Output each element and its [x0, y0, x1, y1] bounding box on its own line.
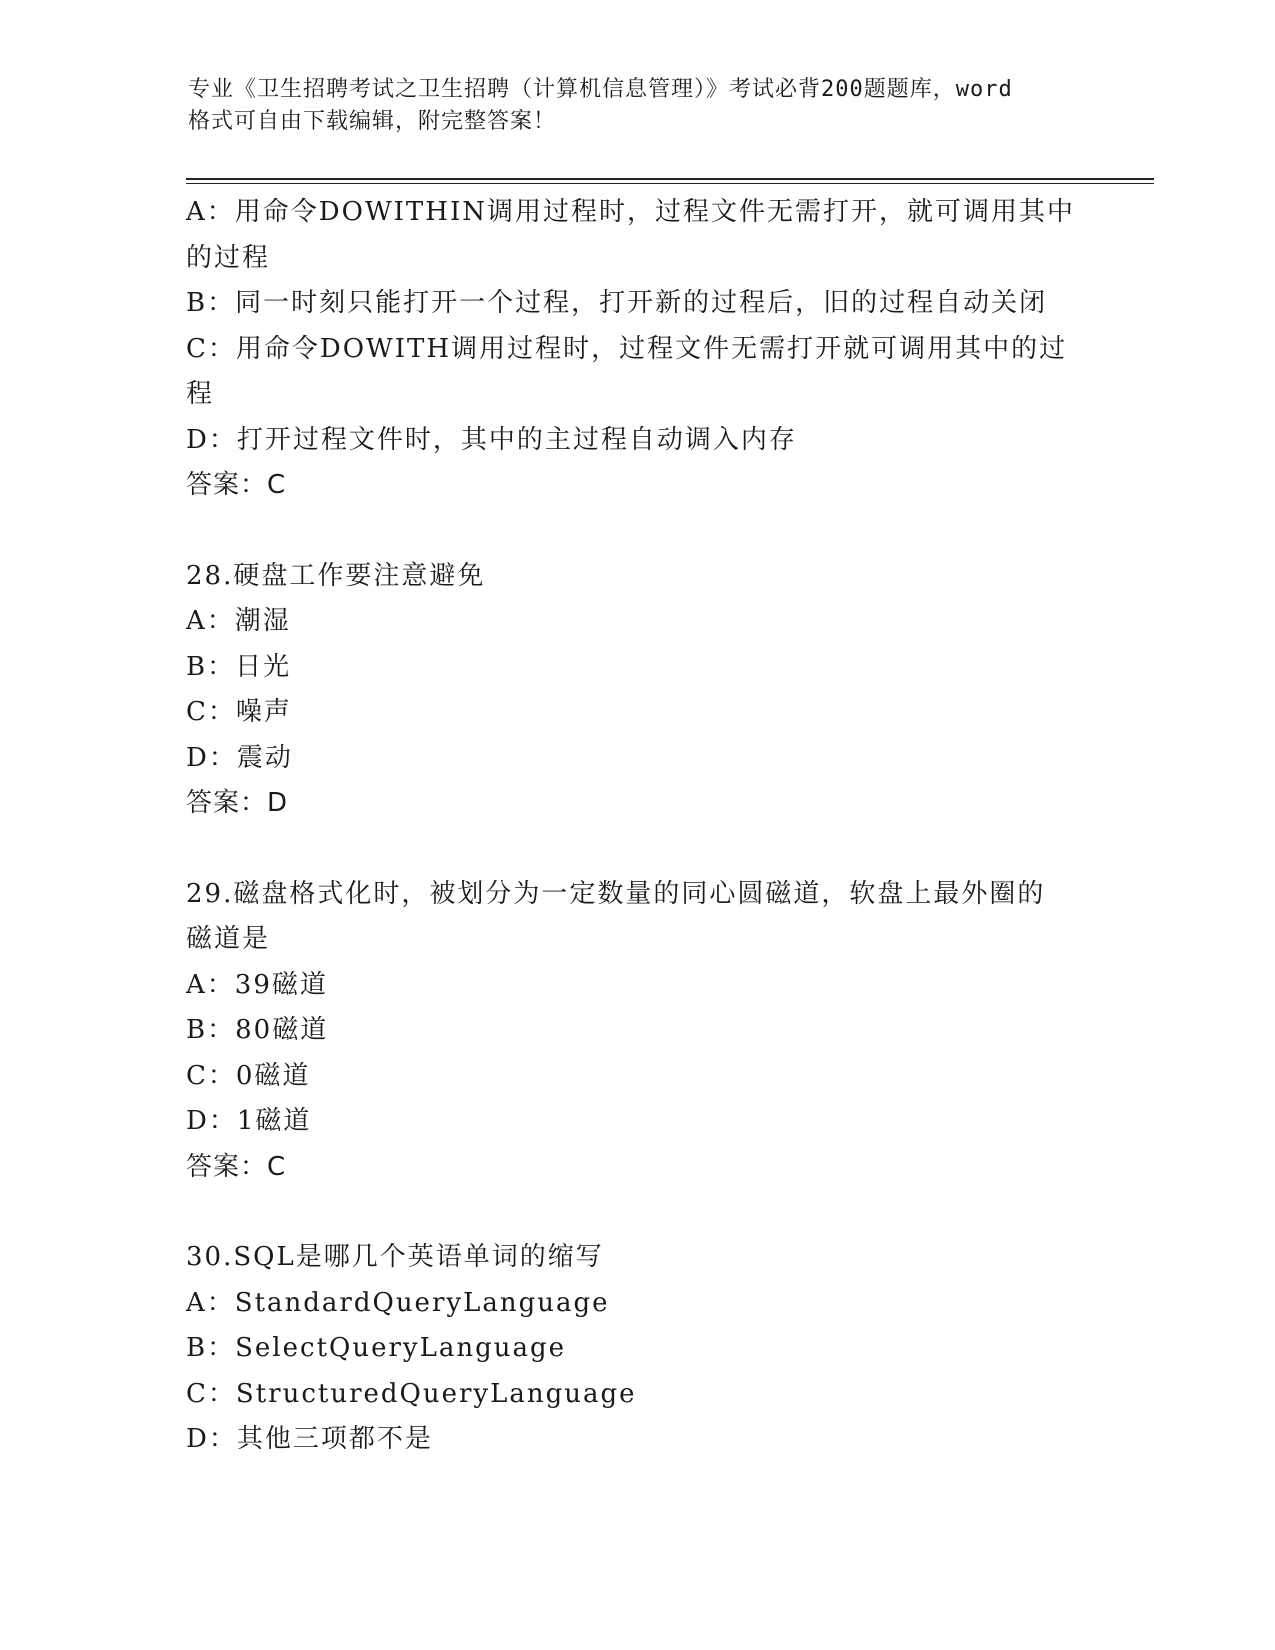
option-c: C：用命令DOWITH调用过程时，过程文件无需打开就可调用其中的过	[186, 333, 1068, 364]
option-d: D：打开过程文件时，其中的主过程自动调入内存	[186, 424, 797, 455]
option-b: B：同一时刻只能打开一个过程，打开新的过程后，旧的过程自动关闭	[186, 288, 1048, 318]
question-block-30	[186, 1235, 1086, 1463]
question-stem: 28.硬盘工作要注意避免	[186, 560, 486, 591]
option-a: A：39磁道	[186, 969, 328, 1000]
option-b: B：SelectQueryLanguage	[186, 1333, 567, 1363]
option-c: C：StructuredQueryLanguage	[186, 1378, 637, 1409]
question-stem: 30.SQL是哪几个英语单词的缩写	[186, 1242, 604, 1272]
header-title-line-1: 专业《卫生招聘考试之卫生招聘（计算机信息管理）》考试必背200题题库，word	[188, 77, 1013, 102]
spacer	[186, 1190, 1086, 1235]
answer-label: 答案：D	[186, 788, 289, 818]
question-block-29	[186, 872, 1086, 1191]
option-c: C：噪声	[186, 697, 292, 727]
option-d: D：震动	[186, 742, 293, 773]
spacer	[186, 509, 1086, 554]
option-a-continued: 的过程	[186, 242, 271, 273]
option-d: D：其他三项都不是	[186, 1424, 433, 1454]
option-a: A：潮湿	[186, 606, 291, 636]
spacer	[186, 827, 1086, 872]
question-list	[186, 190, 1086, 1463]
question-stem: 29.磁盘格式化时，被划分为一定数量的同心圆磁道，软盘上最外圈的	[186, 878, 1046, 909]
question-block-28	[186, 554, 1086, 827]
document-header	[188, 74, 1088, 138]
question-stem-continued: 磁道是	[186, 924, 271, 954]
option-c-continued: 程	[186, 379, 215, 409]
option-d: D：1磁道	[186, 1106, 312, 1136]
option-b: B：日光	[186, 651, 292, 682]
option-b: B：80磁道	[186, 1015, 329, 1045]
option-a: A：用命令DOWITHIN调用过程时，过程文件无需打开，就可调用其中	[186, 197, 1075, 227]
question-block-27	[186, 190, 1086, 509]
answer-label: 答案：C	[186, 470, 287, 500]
option-c: C：0磁道	[186, 1060, 311, 1091]
header-title-line-2: 格式可自由下载编辑，附完整答案！	[188, 109, 557, 134]
header-divider-thick	[186, 178, 1154, 180]
header-divider-thin	[186, 183, 1154, 184]
answer-label: 答案：C	[186, 1151, 287, 1182]
option-a: A：StandardQueryLanguage	[186, 1287, 610, 1318]
